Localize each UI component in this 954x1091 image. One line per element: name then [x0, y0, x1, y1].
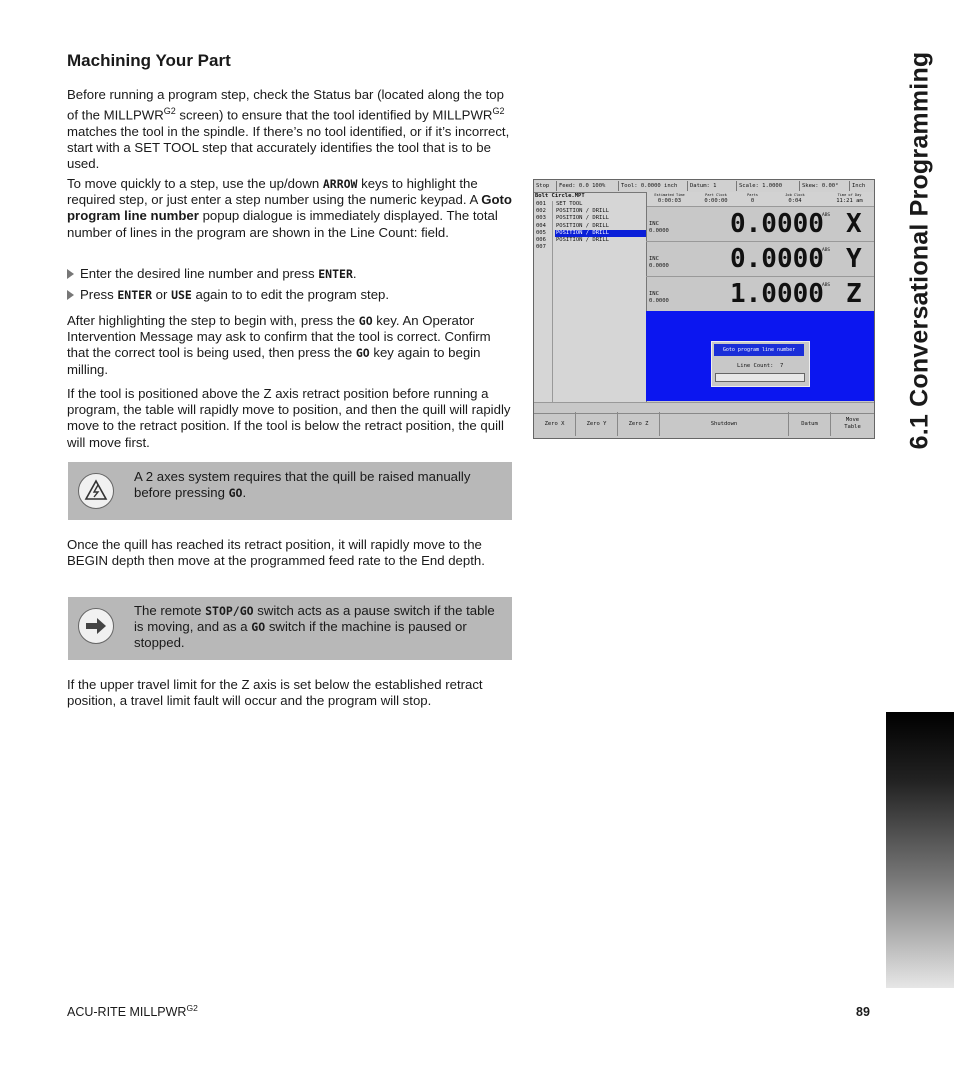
program-line-text: POSITION / DRILL — [556, 222, 609, 229]
side-tab-title — [890, 48, 950, 453]
axis-mode-label: INC — [649, 291, 659, 297]
side-tab-text: 6.1 Conversational Programming — [905, 51, 934, 450]
program-line-number: 004 — [536, 222, 546, 229]
bullet-item: Enter the desired line number and press ENTER. — [67, 266, 512, 282]
side-tab-gradient — [886, 712, 954, 988]
key-arrow: ARROW — [322, 177, 358, 191]
timer-cell — [765, 192, 826, 207]
millpwr-screen — [533, 179, 875, 439]
axis-abs-value: 0.0000 — [730, 244, 824, 274]
program-line-number: 006 — [536, 237, 546, 243]
page-number: 89 — [856, 1005, 870, 1019]
paragraph-go-key: After highlighting the step to begin with, press the GO key. An Operator Intervention Message may ask to confirm that the tool is correct. Confirm that the correct tool is being used, then press the GO key again to begin milling. — [67, 313, 491, 377]
goto-dialog-title: Goto program line number — [714, 344, 804, 356]
axis-row[interactable] — [646, 276, 874, 312]
paragraph-travel-limit: If the upper travel limit for the Z axis is set below the established retract position, a travel limit fault will occur and the program will stop. — [67, 677, 483, 709]
timer-label: Parts — [747, 193, 758, 197]
program-line-text: POSITION / DRILL — [556, 215, 609, 222]
program-line-text: POSITION / DRILL — [556, 229, 609, 236]
program-line[interactable] — [535, 244, 646, 251]
paragraph-status-bar: Before running a program step, check the Status bar (located along the top of the $MILLPWR^{G2}$ screen) to ensure that the tool identified by $MILLPWR^{G2}$ matches the tool in the spindle. If there’s no tool identified, or if it’s incorrect, start with a SET TOOL step that accurately identifies the tool that is to be used. — [67, 87, 510, 172]
bullet-item: Press ENTER or USE again to to edit the program step. — [67, 287, 512, 303]
program-line-text: POSITION / DRILL — [556, 208, 609, 215]
status-tool: Tool: 0.0000 inch — [619, 181, 688, 191]
program-line-number: 003 — [536, 215, 546, 222]
timer-value: 0:00:00 — [704, 198, 728, 204]
timer-cell — [825, 192, 875, 207]
bullet-triangle-icon — [67, 290, 74, 300]
axis-mode-label: INC — [649, 221, 659, 227]
program-line-number: 001 — [536, 201, 546, 207]
program-line[interactable] — [535, 201, 646, 208]
softkey-zero-x[interactable]: Zero X — [534, 412, 576, 436]
timer-value: 0:04 — [788, 198, 802, 204]
axis-row[interactable] — [646, 241, 874, 277]
axis-letter: Y — [846, 244, 862, 274]
section-title: Machining Your Part — [67, 51, 231, 70]
program-name: Bolt Circle.MPT — [535, 193, 585, 199]
axis-inc-value: 0.0000 — [649, 263, 669, 269]
program-line-number: 002 — [536, 208, 546, 215]
paragraph-goto-step: To move quickly to a step, use the up/down ARROW keys to highlight the required step, or just enter a step number using the numeric keypad. A Goto program line number popup dialogue is immediately displayed. The total number of lines in the program are shown in the Line Count: field. — [67, 176, 512, 240]
paragraph-quill: Once the quill has reached its retract position, it will rapidly move to the BEGIN depth then move at the programmed feed rate to the End depth. — [67, 537, 485, 569]
warning-icon — [78, 473, 114, 509]
arrow-right-icon — [78, 608, 114, 644]
axis-inc-value: 0.0000 — [649, 228, 669, 234]
axis-letter: X — [846, 209, 862, 239]
program-line-number: 007 — [536, 244, 546, 251]
paragraph-retract: If the tool is positioned above the Z axis retract position before running a program, the table will rapidly move to position, and then the quill will rapidly move to the retract position. If the tool is below the retract position, the quill will move first. — [67, 386, 511, 450]
program-line[interactable] — [535, 215, 646, 222]
note-tip: The remote STOP/GO switch acts as a pause switch if the table is moving, and as a GO switch if the machine is paused or stopped. — [68, 597, 512, 660]
line-count-value: 7 — [780, 363, 784, 369]
program-line[interactable] — [535, 208, 646, 215]
timer-cell — [692, 192, 741, 207]
axis-row[interactable] — [646, 206, 874, 242]
timer-cell — [647, 192, 693, 207]
axis-mode-label: INC — [649, 256, 659, 262]
footer-brand: ACU-RITE $MILLPWR^{G2}$ — [67, 1003, 198, 1020]
axis-abs-label: ABS — [822, 213, 831, 218]
status-skew: Skew: 0.00° — [800, 181, 850, 191]
axis-abs-value: 1.0000 — [730, 279, 824, 309]
softkey-zero-y[interactable]: Zero Y — [576, 412, 618, 436]
status-stop: Stop — [534, 181, 557, 191]
goto-input[interactable] — [715, 373, 805, 382]
timer-cell — [740, 192, 766, 207]
program-line[interactable] — [535, 223, 646, 230]
softkey-datum[interactable]: Datum — [789, 412, 831, 436]
timer-label: Part Clock — [705, 193, 727, 197]
axis-abs-label: ABS — [822, 283, 831, 288]
axis-inc-value: 0.0000 — [649, 298, 669, 304]
timer-label: Time of Day — [837, 193, 862, 197]
program-line-number: 005 — [536, 229, 546, 236]
timer-value: 0:00:03 — [657, 198, 682, 204]
bullet-triangle-icon — [67, 269, 74, 279]
status-feed: Feed: 0.0 100% — [557, 181, 619, 191]
softkey-shutdown[interactable]: Shutdown — [660, 412, 789, 436]
timer-label: Estimated Time — [654, 193, 685, 197]
program-line[interactable] — [535, 230, 646, 237]
axis-abs-label: ABS — [822, 248, 831, 253]
line-count-label: Line Count: — [737, 363, 774, 369]
axis-letter: Z — [846, 279, 862, 309]
status-scale: Scale: 1.0000 — [737, 181, 800, 191]
note-warning: A 2 axes system requires that the quill be raised manually before pressing GO. — [68, 462, 512, 520]
status-datum: Datum: 1 — [688, 181, 737, 191]
softkey-move-table[interactable]: Move Table — [844, 417, 861, 430]
timer-value: 11:21 am — [836, 198, 863, 204]
timer-label: Job Clock — [785, 193, 805, 197]
axis-abs-value: 0.0000 — [730, 209, 824, 239]
softkey-zero-z[interactable]: Zero Z — [618, 412, 660, 436]
timer-value: 0 — [750, 198, 755, 204]
program-line-text: POSITION / DRILL — [556, 237, 609, 243]
status-units: Inch — [852, 183, 866, 189]
program-line[interactable] — [535, 237, 646, 244]
program-line-text: SET TOOL — [556, 201, 583, 207]
